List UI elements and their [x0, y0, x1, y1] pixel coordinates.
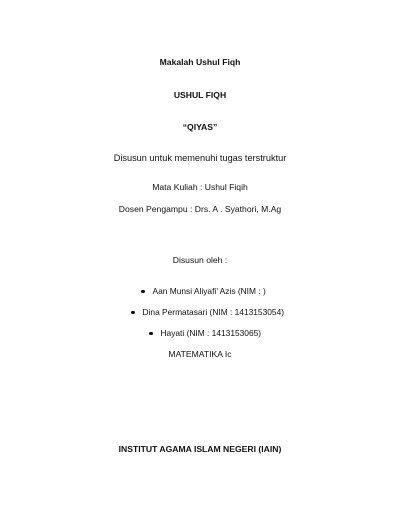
- course-name: Mata Kuliah : Ushul Fiqih: [152, 182, 248, 192]
- member-list-item: [141, 286, 266, 297]
- subject-title: USHUL FIQH: [173, 90, 227, 100]
- bullet-icon: [131, 311, 135, 315]
- document-heading: Makalah Ushul Fiqh: [159, 57, 241, 67]
- bullet-icon: [141, 290, 145, 294]
- topic-title: “QIYAS”: [182, 122, 218, 132]
- bullet-icon: [149, 332, 153, 336]
- member-list-item: [131, 307, 284, 318]
- assignment-description: Disusun untuk memenuhi tugas terstruktur: [113, 153, 287, 163]
- lecturer-name: Dosen Pengampu : Drs. A . Syathori, M.Ag: [118, 204, 282, 214]
- institution-name: INSTITUT AGAMA ISLAM NEGERI (IAIN): [118, 444, 282, 454]
- compiled-by-label: Disusun oleh :: [172, 255, 228, 265]
- member-name: Aan Munsi Aliyafi’ Azis (NIM : ): [152, 286, 266, 296]
- class-label: MATEMATIKA Ic: [168, 349, 232, 359]
- member-name: Dina Permatasari (NIM : 1413153054): [142, 307, 285, 317]
- member-name: Hayati (NIM : 1413153065): [160, 328, 262, 338]
- member-list-item: [149, 328, 261, 339]
